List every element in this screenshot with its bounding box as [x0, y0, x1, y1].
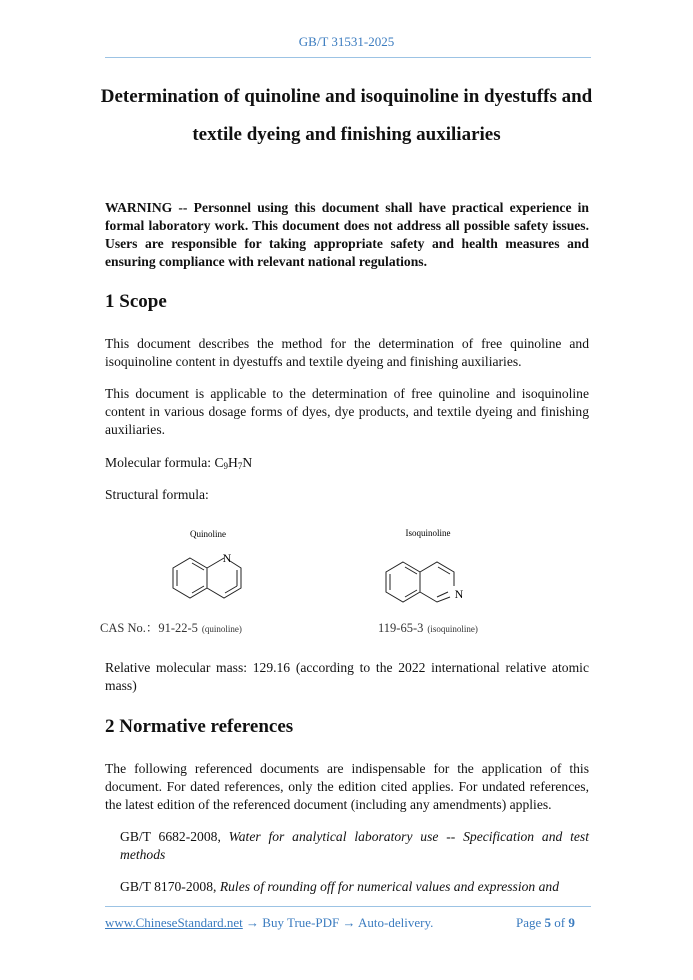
quinoline-structure	[100, 529, 242, 635]
isoquinoline-cas: 119-65-3 (isoquinoline)	[378, 621, 478, 635]
scope-p2: This document is applicable to the determination of free quinoline and isoquinoline content in various dosage forms of dyes, dye products, and textile dyeing and finishing auxiliaries.	[105, 386, 589, 437]
chinesestandard-link[interactable]: www.ChineseStandard.net	[105, 915, 243, 930]
header-standard-number: GB/T 31531-2025	[298, 34, 395, 49]
molecular-formula: Molecular formula: $C_9H_7N$	[105, 455, 253, 471]
isoquinoline-structure	[378, 528, 478, 635]
header-divider	[105, 57, 591, 58]
reference-item: GB/T 8170-2008, Rules of rounding off for numerical values and expression and	[120, 879, 560, 894]
isoquinoline-label: Isoquinoline	[405, 528, 451, 538]
structural-formula-label: Structural formula:	[105, 487, 209, 502]
title-line-1: Determination of quinoline and isoquinoline in dyestuffs and	[100, 86, 593, 107]
nitrogen-atom-label: N	[454, 587, 464, 601]
footer-divider	[105, 906, 591, 907]
scope-heading: 1 Scope	[105, 291, 167, 312]
footer-promo: www.ChineseStandard.net → Buy True-PDF → Auto-delivery.	[105, 915, 434, 930]
quinoline-label: Quinoline	[190, 529, 226, 539]
warning-text: WARNING -- Personnel using this document shall have practical experience in formal laboratory work. This document does not address all possible safety issues. Users are responsible for taking appropriate safety and health measures and ensuring compliance with relevant national regulations.	[105, 200, 589, 269]
page-indicator: Page 5 of 9	[516, 915, 575, 930]
reference-item: GB/T 6682-2008, Water for analytical laboratory use -- Specification and test methods	[120, 829, 589, 862]
nitrogen-atom-label: N	[222, 551, 232, 565]
normative-intro: The following referenced documents are indispensable for the application of this document. For dated references, only the edition cited applies. For undated references, the latest edition of the referenced document (including any amendments) applies.	[105, 761, 589, 812]
scope-p1: This document describes the method for the determination of free quinoline and isoquinoline content in dyestuffs and textile dyeing and finishing auxiliaries.	[105, 336, 589, 369]
relative-molecular-mass: Relative molecular mass: 129.16 (according to the 2022 international relative atomic mass)	[105, 660, 589, 693]
document-title	[80, 78, 613, 154]
title-line-2: textile dyeing and finishing auxiliaries	[192, 124, 501, 145]
quinoline-cas: CAS No.：91-22-5 (quinoline)	[100, 621, 242, 635]
normative-heading: 2 Normative references	[105, 716, 294, 737]
structural-formulas	[100, 520, 520, 645]
